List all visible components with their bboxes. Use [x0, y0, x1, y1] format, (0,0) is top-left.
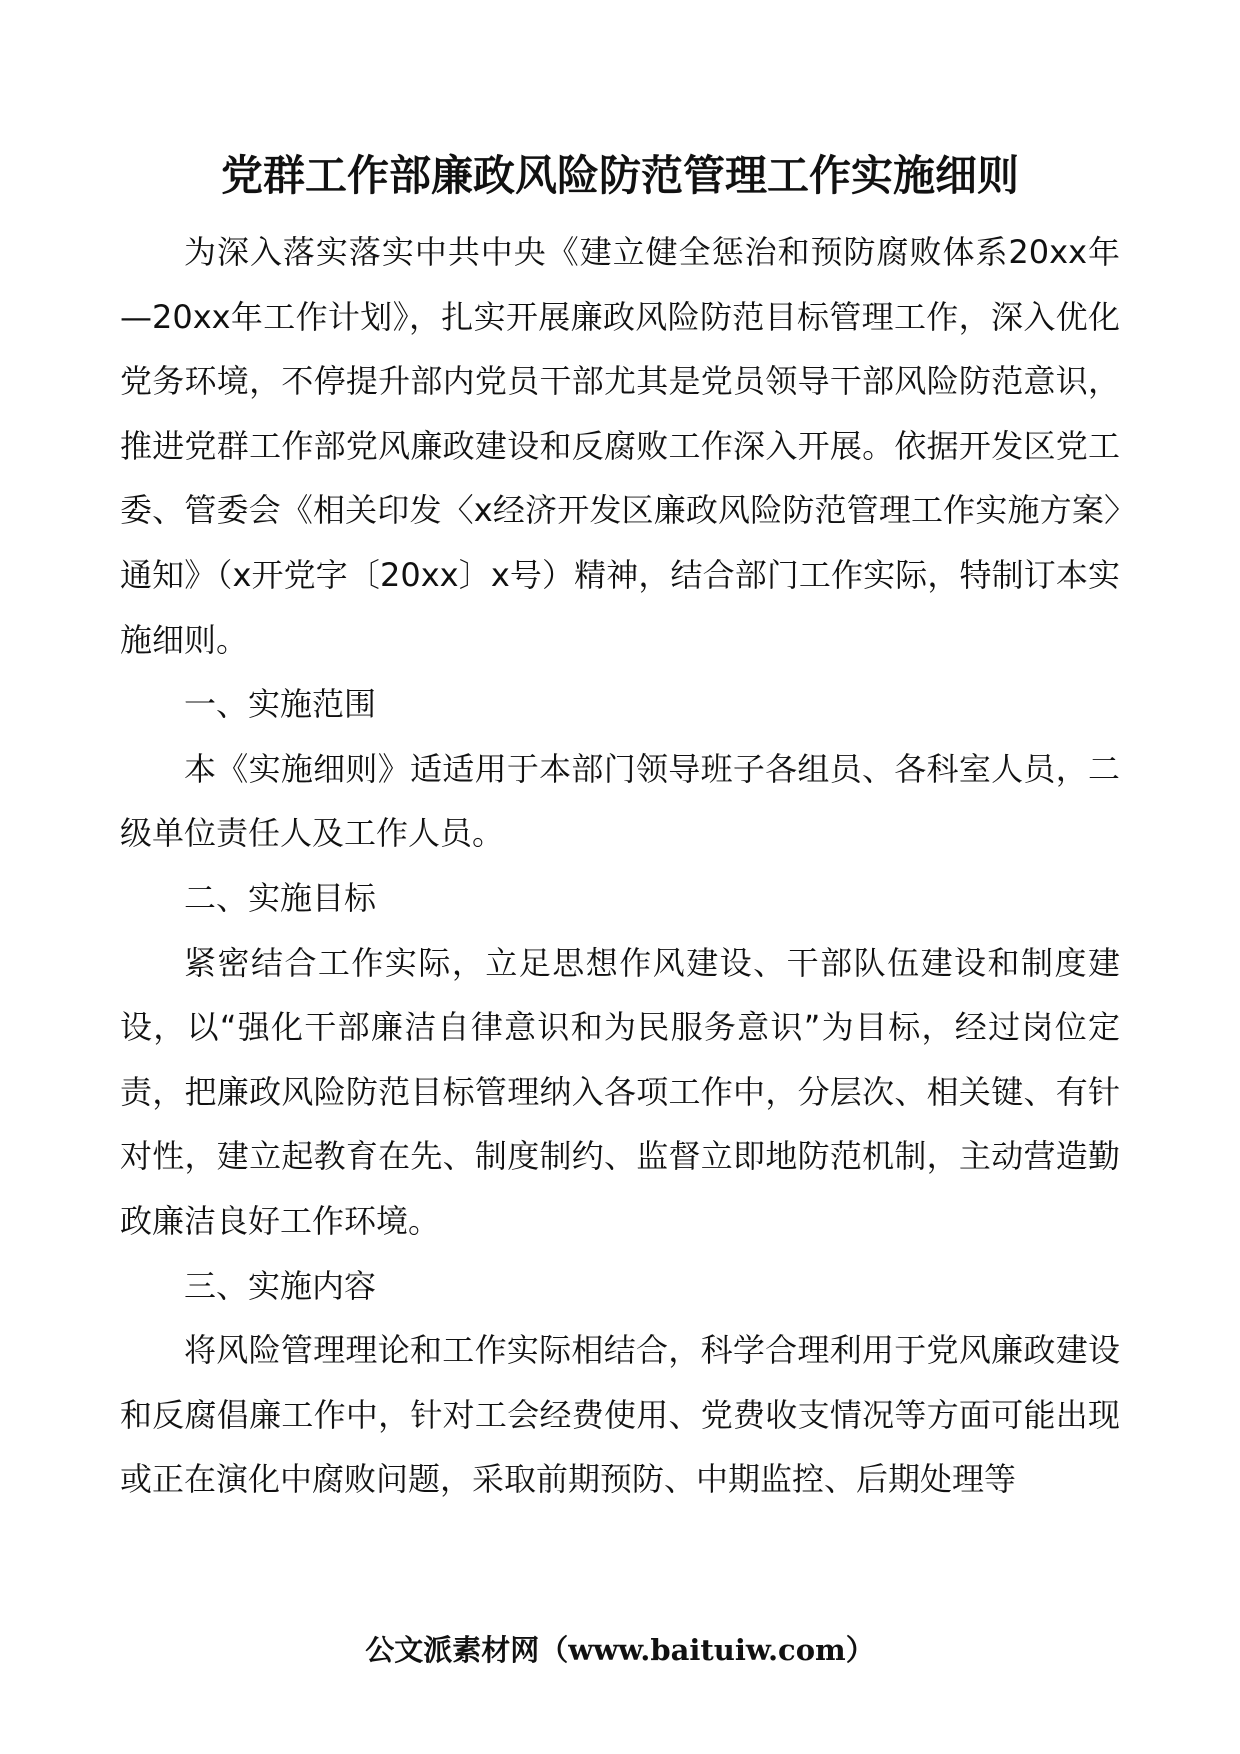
goal-paragraph: 紧密结合工作实际，立足思想作风建设、干部队伍建设和制度建设，以“强化干部廉洁自律意识和为民服务意识”为目标，经过岗位定责，把廉政风险防范目标管理纳入各项工作中，分层次、相关键、有针对性，建立起教育在先、制度制约、监督立即地防范机制，主动营造勤政廉洁良好工作环境。: [120, 943, 1120, 1240]
section-heading-content: 三、实施内容: [184, 1266, 377, 1305]
intro-paragraph: 为深入落实落实中共中央《建立健全惩治和预防腐败体系20xx年—20xx年工作计划》，扎实开展廉政风险防范目标管理工作，深入优化党务环境，不停提升部内党员干部尤其是党员领导干部风险防范意识，推进党群工作部党风廉政建设和反腐败工作深入开展。依据开发区党工委、管委会《相关印发〈x经济开发区廉政风险防范管理工作实施方案〉通知》（x开党字〔20xx〕x号）精神，结合部门工作实际，特制订本实施细则。: [120, 233, 1120, 659]
footer-watermark: 公文派素材网（www.baituiw.com）: [365, 1633, 875, 1667]
scope-paragraph: 本《实施细则》适适用于本部门领导班子各组员、各科室人员，二级单位责任人及工作人员。: [120, 749, 1120, 853]
section-heading-goal: 二、实施目标: [184, 878, 377, 917]
document-body: [120, 220, 1120, 1512]
content-paragraph: 将风险管理理论和工作实际相结合，科学合理利用于党风廉政建设和反腐倡廉工作中，针对工会经费使用、党费收支情况等方面可能出现或正在演化中腐败问题，采取前期预防、中期监控、后期处理等: [120, 1331, 1120, 1499]
document-title: 党群工作部廉政风险防范管理工作实施细则: [220, 151, 1019, 200]
section-heading-scope: 一、实施范围: [184, 685, 377, 724]
